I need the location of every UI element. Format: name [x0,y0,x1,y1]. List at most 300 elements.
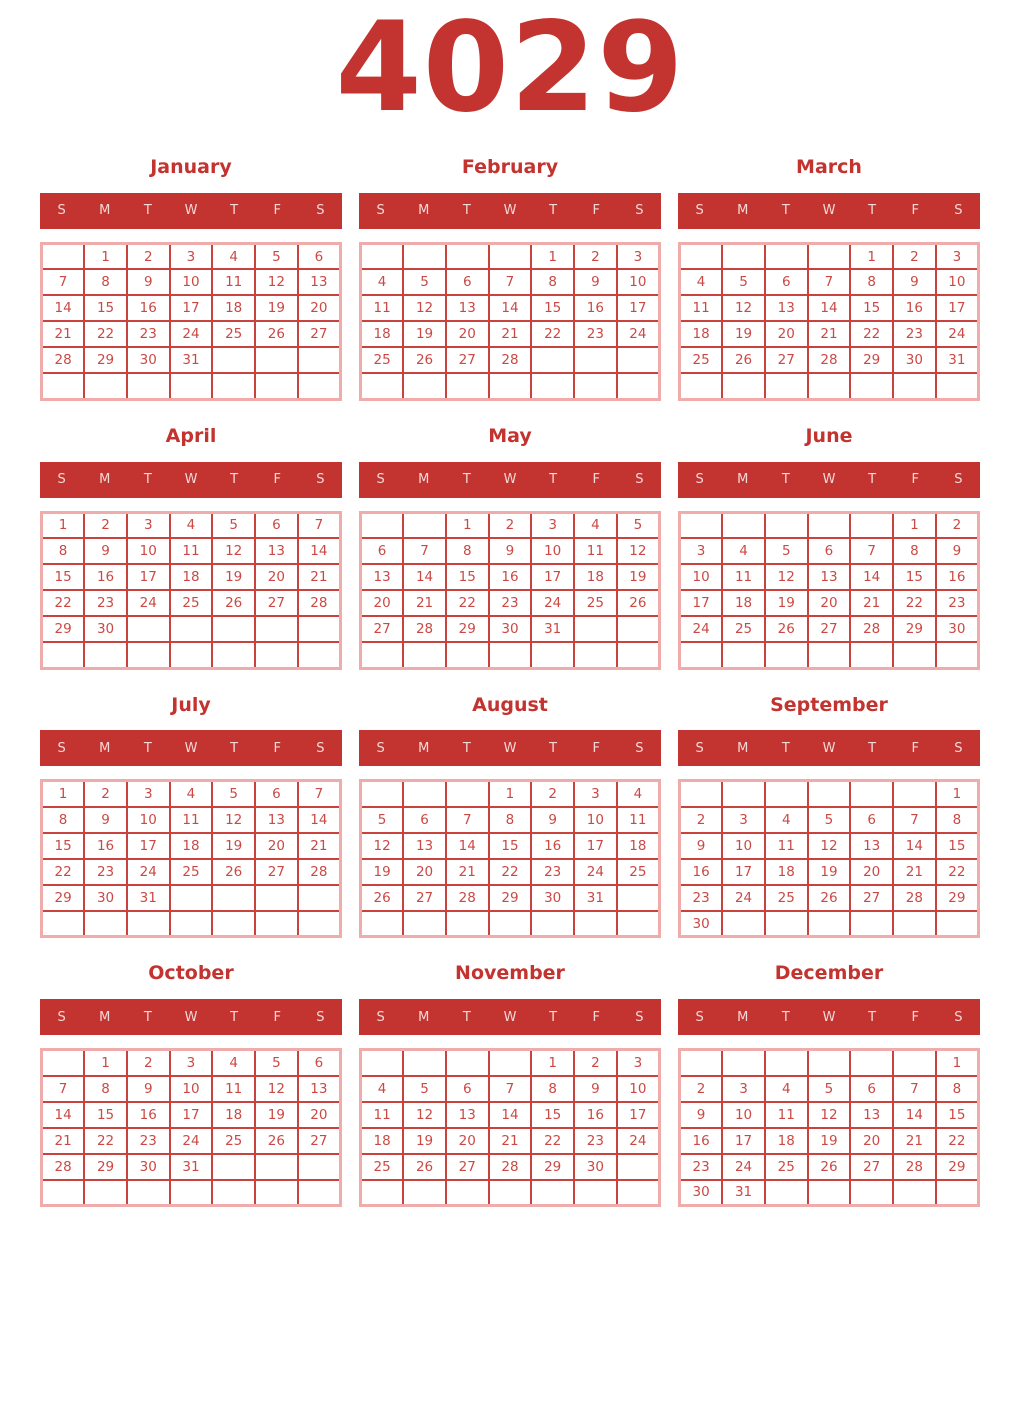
week-row [680,1076,979,1102]
day-cell: 23 [574,1128,617,1154]
week-row [680,1154,979,1180]
day-cell: 4 [680,269,723,295]
weekday-label: S [316,740,325,756]
day-cell: 2 [489,512,532,538]
day-cell: 8 [84,1076,127,1102]
day-cell: 4 [722,538,765,564]
day-cell: 22 [531,321,574,347]
day-cell: 20 [403,859,446,885]
day-cell: 8 [446,538,489,564]
empty-day-cell [298,373,341,399]
empty-day-cell [531,1180,574,1206]
month-october [40,962,342,1207]
day-cell: 9 [127,1076,170,1102]
day-cell: 6 [403,807,446,833]
week-row [42,1076,341,1102]
month-title: December [774,962,884,985]
day-cell: 29 [850,347,893,373]
weekday-label: F [592,472,601,488]
week-row [361,269,660,295]
day-cell: 10 [170,269,213,295]
empty-day-cell [212,1154,255,1180]
day-cell: 21 [298,564,341,590]
empty-day-cell [617,1154,660,1180]
day-cell: 23 [127,321,170,347]
day-cell: 20 [808,590,851,616]
empty-day-cell [936,911,979,937]
day-cell: 30 [893,347,936,373]
day-cell: 16 [531,833,574,859]
weekday-label: T [549,203,558,219]
week-row [42,347,341,373]
day-cell: 7 [489,1076,532,1102]
weekday-header [359,193,661,229]
week-row [680,833,979,859]
day-cell: 23 [84,590,127,616]
day-cell: 3 [574,781,617,807]
day-cell: 1 [936,781,979,807]
day-cell: 20 [850,859,893,885]
month-january [40,156,342,401]
week-row [42,1128,341,1154]
weekday-label: W [503,740,517,756]
weekday-label: S [316,472,325,488]
empty-day-cell [680,1050,723,1076]
day-cell: 15 [531,1102,574,1128]
day-cell: 29 [531,1154,574,1180]
empty-day-cell [893,642,936,668]
month-days-body [42,1050,341,1206]
week-row [680,295,979,321]
day-cell: 28 [893,1154,936,1180]
day-cell: 14 [808,295,851,321]
day-cell: 8 [42,807,85,833]
week-row [42,538,341,564]
week-row [361,538,660,564]
empty-day-cell [722,911,765,937]
day-cell: 17 [936,295,979,321]
empty-day-cell [680,642,723,668]
day-cell: 5 [617,512,660,538]
empty-day-cell [617,1180,660,1206]
day-cell: 25 [170,859,213,885]
empty-day-cell [850,911,893,937]
day-cell: 11 [722,564,765,590]
week-row [361,616,660,642]
week-row [361,321,660,347]
week-row [42,269,341,295]
day-cell: 16 [574,295,617,321]
day-cell: 21 [446,859,489,885]
empty-day-cell [893,781,936,807]
day-cell: 26 [403,347,446,373]
day-cell: 5 [361,807,404,833]
empty-day-cell [403,243,446,269]
month-days-body [680,1050,979,1206]
day-cell: 4 [212,1050,255,1076]
weekday-header [359,730,661,766]
weekday-label: T [549,1009,558,1025]
empty-day-cell [361,642,404,668]
day-cell: 26 [361,885,404,911]
day-cell: 24 [617,1128,660,1154]
weekday-label: F [273,472,282,488]
day-cell: 21 [298,833,341,859]
empty-day-cell [361,243,404,269]
empty-day-cell [680,243,723,269]
empty-day-cell [574,642,617,668]
day-cell: 19 [255,1102,298,1128]
month-december [678,962,980,1207]
day-cell: 3 [936,243,979,269]
day-cell: 21 [42,1128,85,1154]
day-cell: 19 [403,321,446,347]
day-cell: 23 [84,859,127,885]
day-cell: 31 [936,347,979,373]
empty-day-cell [489,1050,532,1076]
empty-day-cell [531,911,574,937]
day-cell: 1 [850,243,893,269]
day-cell: 16 [84,833,127,859]
day-cell: 6 [808,538,851,564]
empty-day-cell [489,243,532,269]
day-cell: 28 [42,1154,85,1180]
day-cell: 8 [84,269,127,295]
month-days-table [678,779,980,938]
weekday-label: W [184,472,198,488]
week-row [680,1128,979,1154]
day-cell: 12 [808,833,851,859]
day-cell: 25 [212,1128,255,1154]
month-days-table [359,242,661,401]
day-cell: 2 [84,512,127,538]
month-days-body [42,512,341,668]
day-cell: 26 [808,1154,851,1180]
day-cell: 9 [680,1102,723,1128]
day-cell: 26 [212,590,255,616]
weekday-label: T [549,472,558,488]
month-title: November [455,962,565,985]
month-april [40,425,342,670]
weekday-label: W [184,203,198,219]
month-days-body [361,1050,660,1206]
day-cell: 18 [212,1102,255,1128]
day-cell: 23 [680,885,723,911]
week-row [42,642,341,668]
day-cell: 31 [170,347,213,373]
empty-day-cell [298,1154,341,1180]
day-cell: 25 [212,321,255,347]
day-cell: 27 [361,616,404,642]
day-cell: 7 [298,781,341,807]
week-row [680,590,979,616]
empty-day-cell [850,642,893,668]
empty-day-cell [298,885,341,911]
day-cell: 21 [850,590,893,616]
empty-day-cell [361,911,404,937]
day-cell: 10 [531,538,574,564]
day-cell: 17 [722,1128,765,1154]
weekday-label: T [462,1009,471,1025]
week-row [361,1102,660,1128]
weekday-label: S [57,1009,66,1025]
day-cell: 12 [765,564,808,590]
day-cell: 20 [850,1128,893,1154]
weekday-label: S [695,203,704,219]
weekday-label: W [822,1009,836,1025]
week-row [361,243,660,269]
day-cell: 17 [680,590,723,616]
day-cell: 19 [808,1128,851,1154]
day-cell: 25 [765,1154,808,1180]
empty-day-cell [403,373,446,399]
day-cell: 22 [531,1128,574,1154]
day-cell: 23 [936,590,979,616]
day-cell: 19 [212,833,255,859]
empty-day-cell [722,373,765,399]
month-title: April [165,424,217,447]
day-cell: 18 [361,1128,404,1154]
day-cell: 3 [680,538,723,564]
day-cell: 20 [298,295,341,321]
day-cell: 11 [680,295,723,321]
day-cell: 11 [361,1102,404,1128]
week-row [680,512,979,538]
weekday-label: F [592,740,601,756]
empty-day-cell [531,373,574,399]
day-cell: 13 [298,1076,341,1102]
empty-day-cell [680,373,723,399]
day-cell: 13 [255,807,298,833]
empty-day-cell [531,347,574,373]
weekday-label: T [143,203,152,219]
weekday-label: S [376,472,385,488]
day-cell: 23 [680,1154,723,1180]
month-days-body [42,781,341,937]
day-cell: 13 [850,833,893,859]
empty-day-cell [403,1180,446,1206]
week-row [361,564,660,590]
day-cell: 22 [850,321,893,347]
day-cell: 27 [850,885,893,911]
week-row [42,1180,341,1206]
week-row [361,347,660,373]
empty-day-cell [893,1180,936,1206]
week-row [361,911,660,937]
day-cell: 15 [936,833,979,859]
day-cell: 1 [936,1050,979,1076]
empty-day-cell [403,911,446,937]
day-cell: 15 [84,295,127,321]
day-cell: 1 [531,1050,574,1076]
empty-day-cell [574,373,617,399]
calendar-grid [0,156,1020,1207]
empty-day-cell [808,373,851,399]
empty-day-cell [722,1050,765,1076]
day-cell: 25 [765,885,808,911]
day-cell: 19 [617,564,660,590]
month-days-table [40,511,342,670]
week-row [42,564,341,590]
month-november [359,962,661,1207]
empty-day-cell [446,373,489,399]
day-cell: 15 [489,833,532,859]
day-cell: 3 [531,512,574,538]
day-cell: 28 [403,616,446,642]
day-cell: 8 [489,807,532,833]
week-row [680,1102,979,1128]
day-cell: 5 [765,538,808,564]
day-cell: 11 [574,538,617,564]
week-row [361,590,660,616]
day-cell: 17 [127,564,170,590]
empty-day-cell [127,642,170,668]
weekday-header [678,193,980,229]
empty-day-cell [42,1180,85,1206]
empty-day-cell [127,616,170,642]
day-cell: 20 [446,321,489,347]
day-cell: 1 [84,243,127,269]
weekday-label: S [376,1009,385,1025]
day-cell: 30 [84,616,127,642]
week-row [361,512,660,538]
weekday-label: M [418,203,430,219]
day-cell: 18 [765,1128,808,1154]
day-cell: 1 [42,512,85,538]
day-cell: 5 [403,1076,446,1102]
day-cell: 12 [808,1102,851,1128]
weekday-label: M [99,740,111,756]
day-cell: 3 [617,1050,660,1076]
day-cell: 11 [765,833,808,859]
empty-day-cell [722,512,765,538]
empty-day-cell [255,1180,298,1206]
weekday-label: W [503,472,517,488]
empty-day-cell [617,373,660,399]
empty-day-cell [765,1050,808,1076]
day-cell: 30 [680,1180,723,1206]
day-cell: 22 [84,321,127,347]
day-cell: 28 [298,859,341,885]
empty-day-cell [765,1180,808,1206]
day-cell: 6 [255,781,298,807]
weekday-label: S [57,203,66,219]
day-cell: 14 [446,833,489,859]
empty-day-cell [765,512,808,538]
day-cell: 30 [531,885,574,911]
day-cell: 23 [893,321,936,347]
month-days-table [40,779,342,938]
day-cell: 20 [255,833,298,859]
weekday-label: W [503,203,517,219]
day-cell: 29 [84,1154,127,1180]
day-cell: 17 [574,833,617,859]
week-row [680,616,979,642]
week-row [361,373,660,399]
day-cell: 9 [893,269,936,295]
empty-day-cell [722,243,765,269]
day-cell: 14 [893,833,936,859]
month-july [40,694,342,939]
day-cell: 8 [893,538,936,564]
weekday-label: M [99,472,111,488]
day-cell: 27 [298,321,341,347]
empty-day-cell [170,642,213,668]
day-cell: 11 [765,1102,808,1128]
day-cell: 1 [531,243,574,269]
day-cell: 29 [446,616,489,642]
day-cell: 2 [84,781,127,807]
week-row [680,347,979,373]
weekday-label: T [462,203,471,219]
day-cell: 16 [936,564,979,590]
empty-day-cell [617,885,660,911]
day-cell: 10 [936,269,979,295]
empty-day-cell [489,642,532,668]
empty-day-cell [574,616,617,642]
weekday-label: T [230,472,239,488]
weekday-label: T [868,1009,877,1025]
day-cell: 15 [446,564,489,590]
day-cell: 17 [127,833,170,859]
weekday-label: S [57,740,66,756]
day-cell: 12 [212,807,255,833]
weekday-label: T [230,1009,239,1025]
day-cell: 26 [403,1154,446,1180]
empty-day-cell [298,642,341,668]
empty-day-cell [446,1050,489,1076]
day-cell: 14 [850,564,893,590]
day-cell: 1 [42,781,85,807]
week-row [680,1050,979,1076]
empty-day-cell [255,642,298,668]
day-cell: 28 [446,885,489,911]
day-cell: 10 [722,1102,765,1128]
day-cell: 22 [936,859,979,885]
empty-day-cell [298,347,341,373]
weekday-label: W [184,1009,198,1025]
month-days-table [359,1048,661,1207]
day-cell: 30 [936,616,979,642]
day-cell: 19 [361,859,404,885]
day-cell: 8 [531,269,574,295]
empty-day-cell [42,243,85,269]
day-cell: 21 [403,590,446,616]
empty-day-cell [936,642,979,668]
day-cell: 5 [808,807,851,833]
empty-day-cell [531,642,574,668]
day-cell: 6 [361,538,404,564]
day-cell: 6 [850,1076,893,1102]
month-title: October [148,962,234,985]
day-cell: 21 [489,1128,532,1154]
day-cell: 20 [446,1128,489,1154]
day-cell: 4 [361,1076,404,1102]
month-may [359,425,661,670]
day-cell: 10 [127,807,170,833]
week-row [42,1050,341,1076]
day-cell: 25 [361,1154,404,1180]
day-cell: 29 [84,347,127,373]
day-cell: 13 [446,295,489,321]
day-cell: 24 [531,590,574,616]
day-cell: 13 [446,1102,489,1128]
day-cell: 8 [936,807,979,833]
day-cell: 22 [446,590,489,616]
day-cell: 9 [84,538,127,564]
day-cell: 10 [127,538,170,564]
month-september [678,694,980,939]
